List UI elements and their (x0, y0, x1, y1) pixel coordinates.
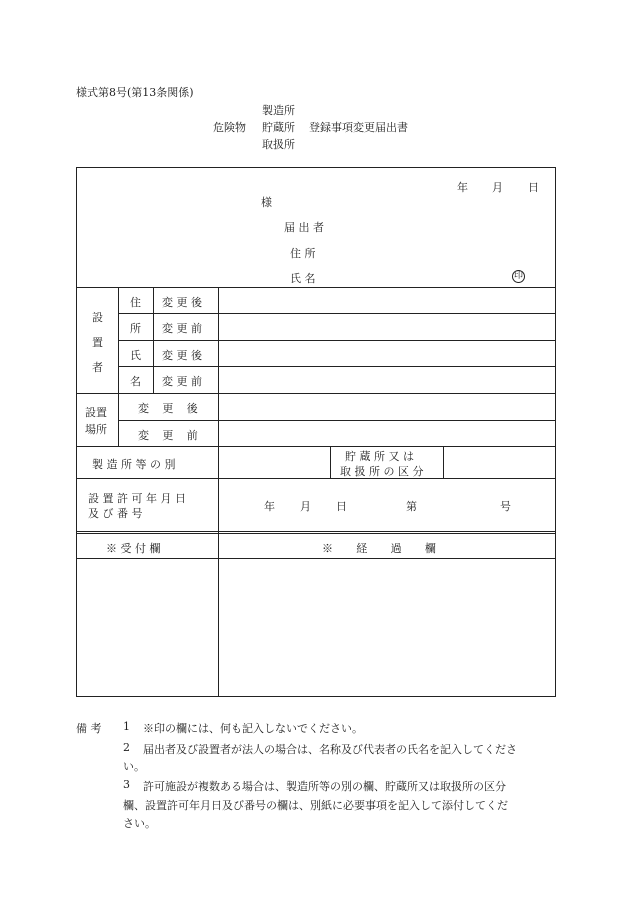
installer-label-1: 設 (92, 311, 103, 324)
installer-name-label-1: 氏 (130, 349, 141, 362)
installer-name-after: 変 更 後 (162, 349, 202, 362)
addressee-sama: 様 (261, 196, 272, 209)
installer-address-after: 変 更 後 (162, 296, 202, 309)
installer-address-label-2: 所 (130, 322, 141, 335)
location-label-2: 場所 (85, 423, 107, 436)
note-2-line-2: い。 (123, 760, 145, 773)
title-left: 危険物 (213, 121, 246, 134)
note-1-num: 1 (123, 720, 130, 733)
installer-name-label-2: 名 (130, 375, 141, 388)
title-right: 登録事項変更届出書 (309, 121, 408, 134)
note-1-line-1: ※印の欄には、何も記入しないでください。 (143, 722, 363, 735)
note-2-line-1: 届出者及び設置者が法人の場合は、名称及び代表者の氏名を記入してくださ (143, 743, 517, 756)
reception-column-header: ※ 受 付 欄 (106, 542, 161, 555)
permit-label-2: 及 び 番 号 (88, 507, 143, 520)
permit-label-1: 設 置 許 可 年 月 日 (88, 492, 186, 505)
title-stack-3: 取扱所 (262, 138, 295, 151)
installer-name-before: 変 更 前 (162, 375, 202, 388)
form-number: 様式第8号(第13条関係) (76, 86, 194, 99)
title-stack-1: 製造所 (262, 104, 295, 117)
note-3-num: 3 (123, 778, 130, 791)
note-3-line-1: 許可施設が複数ある場合は、製造所等の別の欄、貯蔵所又は取扱所の区分 (143, 780, 506, 793)
permit-go: 号 (500, 500, 511, 513)
seal-mark: 印 (513, 271, 523, 281)
title-stack-2: 貯蔵所 (262, 121, 295, 134)
note-3-line-3: さい。 (123, 817, 156, 830)
installer-address-before: 変 更 前 (162, 322, 202, 335)
facility-type-label: 製 造 所 等 の 別 (92, 458, 176, 471)
date-day: 日 (528, 181, 539, 194)
location-label-1: 設置 (85, 406, 107, 419)
installer-label-2: 置 (92, 336, 103, 349)
notifier-label: 届 出 者 (284, 221, 324, 234)
installer-address-label-1: 住 (130, 296, 141, 309)
permit-month: 月 (300, 500, 311, 513)
date-month: 月 (492, 181, 503, 194)
storage-category-label-2: 取 扱 所 の 区 分 (340, 465, 424, 478)
location-after: 変 更 後 (138, 402, 203, 415)
note-3-line-2: 欄、設置許可年月日及び番号の欄は、別紙に必要事項を記入して添付してくだ (123, 799, 508, 812)
permit-day: 日 (336, 500, 347, 513)
progress-column-header: ※ 経 過 欄 (322, 542, 446, 555)
permit-year: 年 (264, 500, 275, 513)
address-label: 住 所 (290, 247, 316, 260)
name-label: 氏 名 (290, 272, 316, 285)
note-2-num: 2 (123, 741, 130, 754)
installer-label-3: 者 (92, 361, 103, 374)
permit-no: 第 (406, 500, 417, 513)
date-year: 年 (457, 181, 468, 194)
location-before: 変 更 前 (138, 429, 203, 442)
notes-heading: 備 考 (76, 722, 102, 735)
storage-category-label-1: 貯 蔵 所 又 は (345, 450, 414, 463)
